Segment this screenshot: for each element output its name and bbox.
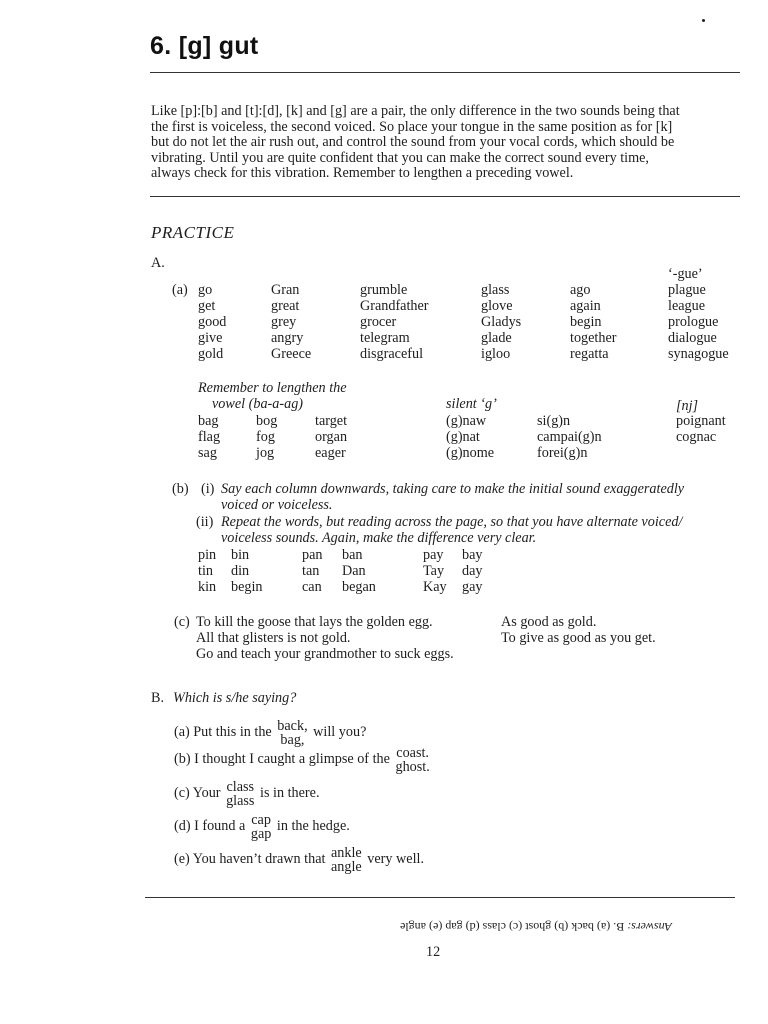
word: league — [668, 298, 706, 314]
proverb: Go and teach your grandmother to suck eggs. — [196, 646, 454, 662]
word: fog — [256, 429, 275, 445]
word: angry — [271, 330, 304, 346]
word: jog — [256, 445, 275, 461]
sentence-item — [174, 745, 432, 774]
word: bog — [256, 413, 278, 429]
word: pan — [302, 547, 323, 563]
sentence-before: You haven’t drawn that — [192, 851, 326, 867]
word: Tay — [423, 563, 445, 579]
word: si(g)n — [537, 413, 571, 429]
item-label: (a) — [174, 724, 190, 740]
word-choice — [226, 780, 254, 808]
sentence-before: I found a — [194, 818, 246, 834]
instruction-line: voiced or voiceless. — [221, 497, 333, 513]
word: target — [315, 413, 348, 429]
instruction-line: voiceless sounds. Again, make the difference very clear. — [221, 530, 537, 546]
word: together — [570, 330, 617, 346]
word: (g)nome — [446, 445, 495, 461]
word: great — [271, 298, 300, 314]
choice-bottom: angle — [331, 858, 362, 875]
word: bin — [231, 547, 250, 563]
item-label: (b) — [174, 751, 191, 767]
footer-divider — [145, 897, 735, 898]
word: Gladys — [481, 314, 522, 330]
word: glass — [481, 282, 510, 298]
proverb-column — [196, 614, 454, 662]
item-label: (c) — [174, 785, 190, 801]
word: day — [462, 563, 483, 579]
sentence-before: I thought I caught a glimpse of the — [194, 751, 390, 767]
word: cognac — [676, 429, 717, 445]
word: ban — [342, 547, 363, 563]
word: flag — [198, 429, 221, 445]
proverb: To kill the goose that lays the golden egg. — [196, 614, 433, 630]
choice-bottom: bag, — [280, 731, 305, 748]
word: ago — [570, 282, 591, 298]
instruction-line: Repeat the words, but reading across the page, so that you have alternate voiced/ — [221, 514, 683, 530]
word-choice — [395, 746, 429, 774]
word: poignant — [676, 413, 726, 429]
word: Gran — [271, 282, 300, 298]
word-column — [462, 547, 483, 595]
word-choice — [251, 813, 272, 841]
word: gay — [462, 579, 483, 595]
word-column — [446, 413, 494, 461]
item-label-a: (a) — [172, 282, 188, 298]
word: can — [302, 579, 322, 595]
answers-text: B. (a) back (b) ghost (c) class (d) gap (e) angle — [400, 920, 625, 934]
nj-heading: [nj] — [676, 398, 699, 414]
word: (g)naw — [446, 413, 487, 429]
intro-divider — [150, 196, 740, 197]
word: again — [570, 298, 601, 314]
item-label-b: (b) — [172, 481, 189, 497]
choice-bottom: glass — [226, 792, 255, 809]
word: tan — [302, 563, 320, 579]
word: prologue — [668, 314, 719, 330]
word-column — [198, 547, 216, 595]
word: bag — [198, 413, 219, 429]
word: gold — [198, 346, 224, 362]
choice-top: cap — [251, 811, 271, 828]
word-column — [342, 547, 376, 595]
instruction-line: Say each column downwards, taking care to make the initial sound exaggeratedly — [221, 481, 685, 497]
sentence-after: is in there. — [260, 785, 320, 801]
silent-g-heading: silent ‘g’ — [446, 396, 497, 412]
word: telegram — [360, 330, 410, 346]
lengthen-heading: Remember to lengthen the — [198, 380, 347, 396]
word: organ — [315, 429, 348, 445]
word: begin — [231, 579, 263, 595]
choice-top: ankle — [331, 844, 362, 861]
word: bay — [462, 547, 483, 563]
sentence-item — [174, 779, 320, 808]
sentence-item — [174, 718, 366, 747]
sentence-item — [174, 812, 350, 841]
word: eager — [315, 445, 346, 461]
choice-top: class — [226, 778, 255, 795]
word-column — [423, 547, 447, 595]
section-b-label: B. — [151, 690, 165, 706]
word: regatta — [570, 346, 609, 362]
word: begin — [570, 314, 602, 330]
sentence-item — [174, 845, 424, 874]
intro-line: but do not let the air rush out, and control the sound from your vocal cords, which should be — [151, 134, 675, 151]
word: igloo — [481, 346, 511, 362]
word: Dan — [342, 563, 366, 579]
word: go — [198, 282, 213, 298]
word-column — [271, 282, 311, 362]
intro-line: vibrating. Until you are quite confident that you can make the correct sound every time, — [151, 149, 649, 166]
section-b-heading: Which is s/he saying? — [173, 690, 297, 706]
item-label-b-ii: (ii) — [196, 514, 214, 530]
word-column — [360, 282, 429, 362]
word: good — [198, 314, 227, 330]
word-column — [481, 282, 521, 362]
word: synagogue — [668, 346, 729, 362]
answers-label: Answers: — [627, 920, 672, 934]
word: disgraceful — [360, 346, 424, 362]
word-column — [676, 413, 726, 445]
speck-mark — [702, 19, 705, 22]
intro-paragraph — [151, 104, 741, 182]
proverb: As good as gold. — [501, 614, 597, 630]
sentence-after: in the hedge. — [276, 818, 350, 834]
word: get — [198, 298, 216, 314]
item-label: (d) — [174, 818, 191, 834]
word: pin — [198, 547, 217, 563]
item-label-c: (c) — [174, 614, 190, 630]
word: Greece — [271, 346, 312, 362]
word-column — [537, 413, 602, 461]
word: sag — [198, 445, 217, 461]
word: grocer — [360, 314, 397, 330]
section-a-label: A. — [151, 255, 165, 271]
word: give — [198, 330, 223, 346]
word-choice — [331, 846, 362, 874]
word: Kay — [423, 579, 447, 595]
word: Grandfather — [360, 298, 429, 314]
word-column — [198, 282, 226, 362]
choice-top: back, — [277, 717, 308, 734]
word: glove — [481, 298, 513, 314]
page-number: 12 — [426, 944, 441, 960]
word: kin — [198, 579, 217, 595]
intro-line: always check for this vibration. Remember to lengthen a preceding vowel. — [151, 165, 574, 182]
word: began — [342, 579, 376, 595]
word-column — [231, 547, 263, 595]
choice-bottom: ghost. — [395, 758, 430, 775]
title-divider — [150, 72, 740, 73]
word-column — [570, 282, 616, 362]
word-column — [198, 413, 220, 461]
word: campai(g)n — [537, 429, 602, 445]
choice-bottom: gap — [250, 825, 272, 842]
word: pay — [423, 547, 444, 563]
word-choice — [277, 719, 307, 747]
lengthen-heading: vowel (ba-a-ag) — [212, 396, 304, 412]
word-column — [315, 413, 347, 461]
word: grey — [271, 314, 297, 330]
item-label-b-i: (i) — [201, 481, 215, 497]
gue-header: ‘-gue’ — [668, 266, 703, 282]
word: grumble — [360, 282, 408, 298]
intro-line: the first is voiceless, the second voiced. So place your tongue in the same position as for [k] — [151, 118, 673, 135]
word-column — [668, 282, 729, 362]
item-label: (e) — [174, 851, 190, 867]
word: din — [231, 563, 250, 579]
word: plague — [668, 282, 706, 298]
word: dialogue — [668, 330, 717, 346]
page-title: 6. [g] gut — [150, 32, 259, 60]
word: (g)nat — [446, 429, 480, 445]
word: forei(g)n — [537, 445, 588, 461]
word-column — [302, 547, 323, 595]
sentence-before: Put this in the — [193, 724, 272, 740]
choice-top: coast. — [396, 744, 429, 761]
word: tin — [198, 563, 213, 579]
sentence-after: very well. — [367, 851, 425, 867]
sentence-after: will you? — [313, 724, 367, 740]
proverb-column — [501, 614, 656, 646]
practice-heading: PRACTICE — [151, 223, 235, 242]
intro-line: Like [p]:[b] and [t]:[d], [k] and [g] are a pair, the only difference in the two sounds being that — [151, 103, 680, 119]
word-column — [256, 413, 277, 461]
word: glade — [481, 330, 512, 346]
answers-upside-down — [400, 920, 730, 934]
proverb: To give as good as you get. — [501, 630, 656, 646]
sentence-before: Your — [192, 785, 221, 801]
proverb: All that glisters is not gold. — [196, 630, 351, 646]
